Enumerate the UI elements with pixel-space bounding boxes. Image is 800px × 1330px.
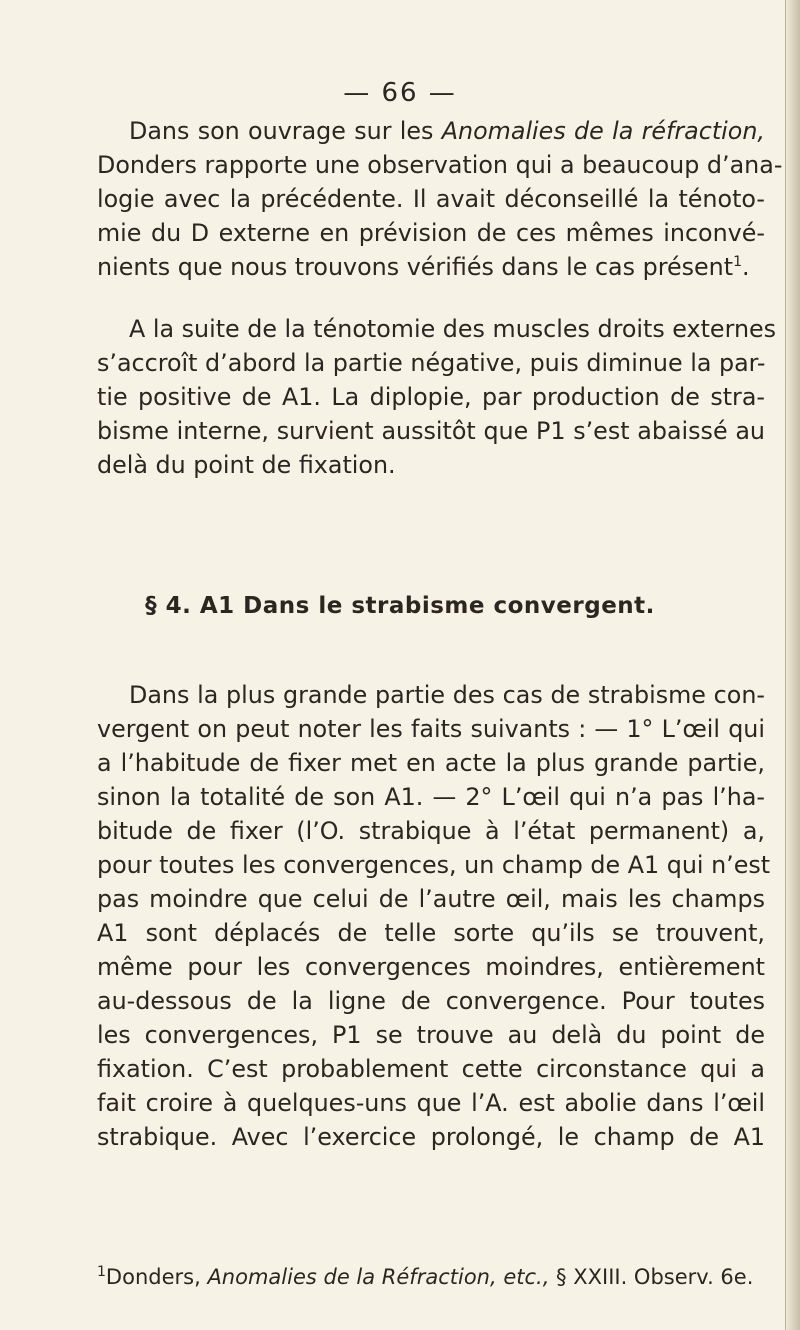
paragraph-3-line-5: bitude de fixer (l’O. strabique à l’état permanent) a, xyxy=(97,817,765,845)
paragraph-3-line-6: pour toutes les convergences, un champ de A1 qui n’est xyxy=(97,851,771,879)
paragraph-1-line-3: logie avec la précédente. Il avait déconseillé la ténoto- xyxy=(97,185,765,213)
paragraph-1-line-4: mie du D externe en prévision de ces mêmes inconvé- xyxy=(97,219,765,247)
footnote-title: Anomalies de la Réfraction, etc., xyxy=(207,1265,550,1289)
paragraph-1-line-1 xyxy=(97,114,765,148)
paragraph-3-line-14: strabique. Avec l’exercice prolongé, le champ de A1 xyxy=(97,1123,765,1151)
page-number: — 66 — xyxy=(343,78,457,108)
paragraph-2-line-1: A la suite de la ténotomie des muscles droits externes xyxy=(129,315,777,343)
paragraph-3-line-11: les convergences, P1 se trouve au delà du point de xyxy=(97,1021,765,1049)
paragraph-2 xyxy=(97,312,777,482)
footnote-author: Donders, xyxy=(105,1265,208,1289)
footnote-ref: 1 xyxy=(733,254,742,271)
paragraph-2-line-2: s’accroît d’abord la partie négative, puis diminue la par- xyxy=(97,349,766,377)
paragraph-3-line-3: a l’habitude de fixer met en acte la plus grande partie, xyxy=(97,749,765,777)
paragraph-1-line-2: Donders rapporte une observation qui a beaucoup d’ana- xyxy=(97,151,783,179)
paragraph-3-line-2: vergent on peut noter les faits suivants : — 1° L’œil qui xyxy=(97,715,765,743)
paragraph-3-line-10: au-dessous de la ligne de convergence. Pour toutes xyxy=(97,987,765,1015)
paragraph-3-line-7: pas moindre que celui de l’autre œil, mais les champs xyxy=(97,885,765,913)
paragraph-3 xyxy=(97,678,771,1154)
paragraph-3-line-12: fixation. C’est probablement cette circonstance qui a xyxy=(97,1055,765,1083)
line-text: . xyxy=(741,253,750,281)
line-text: nients que nous trouvons vérifiés dans le cas présent xyxy=(97,253,734,281)
paragraph-3-line-1: Dans la plus grande partie des cas de strabisme con- xyxy=(129,681,765,709)
paragraph-1-line-5 xyxy=(97,250,765,284)
paragraph-3-line-8: A1 sont déplacés de telle sorte qu’ils se trouvent, xyxy=(97,919,765,947)
paragraph-3-line-9: même pour les convergences moindres, entièrement xyxy=(97,953,765,981)
footnote-rest: § XXIII. Observ. 6e. xyxy=(549,1265,754,1289)
line-text: Dans son ouvrage sur les xyxy=(129,117,442,145)
page-edge xyxy=(785,0,800,1330)
paragraph-2-line-4: bisme interne, survient aussitôt que P1 s’est abaissé au xyxy=(97,417,765,445)
section-heading: § 4. A1 Dans le strabisme convergent. xyxy=(145,593,655,619)
paragraph-2-line-5: delà du point de fixation. xyxy=(97,451,396,479)
paragraph-3-line-13: fait croire à quelques-uns que l’A. est abolie dans l’œil xyxy=(97,1089,765,1117)
footnote xyxy=(97,1262,765,1292)
footnote-marker: 1 xyxy=(97,1264,106,1280)
paragraph-2-line-3: tie positive de A1. La diplopie, par production de stra- xyxy=(97,383,765,411)
book-title: Anomalies de la réfraction, xyxy=(441,117,766,145)
paragraph-1 xyxy=(97,114,783,284)
paragraph-3-line-4: sinon la totalité de son A1. — 2° L’œil qui n’a pas l’ha- xyxy=(97,783,765,811)
